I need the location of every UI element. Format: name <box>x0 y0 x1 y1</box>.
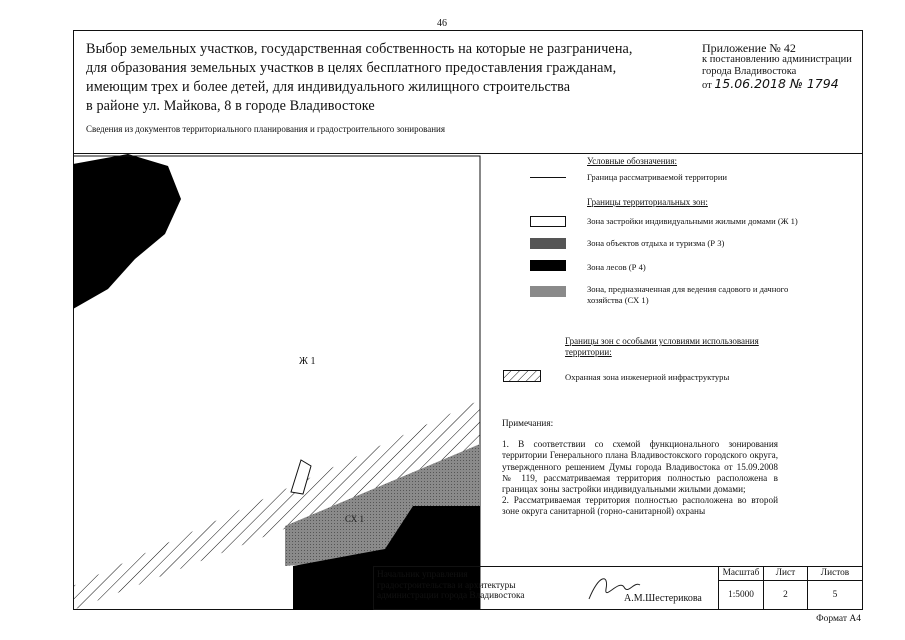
stamp-sheet: 2 <box>764 581 808 609</box>
signature-mark <box>584 569 644 607</box>
appendix-block <box>702 42 852 92</box>
legend-item-zh1: Зона застройки индивидуальными жилыми домами (Ж 1) <box>587 216 798 226</box>
note-1: 1. В соответствии со схемой функционального зонирования территории Генерального плана Владивостокского городского округа, утвержденного решением Думы города Владивостока от 15.09.2008 № 119, рассматриваемая территория полностью расположена в границах зоны застройки индивидуальными жилыми домами; <box>502 439 778 495</box>
paper-format: Формат А4 <box>816 614 861 624</box>
appendix-line-3: города Владивостока <box>702 66 797 77</box>
boundary-line-swatch <box>530 177 566 178</box>
zone-label-zh1: Ж 1 <box>299 356 316 367</box>
stamp-col-scale: Масштаб <box>719 567 764 581</box>
swatch-r3 <box>530 238 566 249</box>
swatch-r4 <box>530 260 566 271</box>
swatch-zh1 <box>530 216 566 227</box>
legend-title: Условные обозначения: <box>587 156 678 166</box>
legend-item-cx1-line2: хозяйства (СХ 1) <box>587 295 649 305</box>
document-title <box>86 40 692 116</box>
stamp-col-sheets: Листов <box>808 567 862 581</box>
legend-special-title-line2: территории: <box>565 347 612 357</box>
notes-block <box>502 418 778 518</box>
appendix-date <box>702 78 852 92</box>
stamp-signatory: А.М.Шестерикова <box>624 593 702 604</box>
appendix-number: Приложение № 42 <box>702 41 796 55</box>
legend-item-r4: Зона лесов (Р 4) <box>587 262 646 272</box>
zone-label-cx1: СХ 1 <box>345 514 365 524</box>
swatch-protection-zone <box>503 370 541 382</box>
title-line-1: Выбор земельных участков, государственная собственность на которые не разграничена, <box>86 41 633 57</box>
forest-zone-shape <box>73 154 181 309</box>
appendix-line-2: к постановлению администрации <box>702 54 852 65</box>
title-line-2: для образования земельных участков в целях бесплатного предоставления гражданам, <box>86 60 617 76</box>
subheading: Сведения из документов территориального планирования и градостроительного зонирования <box>86 124 445 134</box>
appendix-date-prefix: от <box>702 80 712 91</box>
legend-item-r3: Зона объектов отдыха и туризма (Р 3) <box>587 238 725 248</box>
notes-title: Примечания: <box>502 418 554 428</box>
title-line-3: имеющим трех и более детей, для индивидуального жилищного строительства <box>86 79 571 95</box>
stamp-position-line2: градостроительства и архитектуры <box>377 580 516 591</box>
legend-boundary-label: Граница рассматриваемой территории <box>587 172 728 182</box>
legend-special-title-line1: Границы зон с особыми условиями использования <box>565 336 759 346</box>
legend-item-cx1 <box>587 284 788 306</box>
stamp-position-line1: Начальник управления <box>377 570 468 580</box>
legend-item-cx1-line1: Зона, предназначенная для ведения садового и дачного <box>587 284 789 294</box>
title-block <box>373 566 863 610</box>
swatch-cx1 <box>530 286 566 297</box>
stamp-scale: 1:5000 <box>719 581 764 609</box>
stamp-col-sheet: Лист <box>764 567 808 581</box>
zoning-map <box>73 154 489 610</box>
page-number: 46 <box>437 18 447 29</box>
note-2: 2. Рассматриваемая территория полностью расположена во второй зоне округа санитарной (горно-санитарной) охраны <box>502 495 778 517</box>
stamp-position-line3: администрации города Владивостока <box>377 591 525 601</box>
title-line-4: в районе ул. Майкова, 8 в городе Владивостоке <box>86 98 375 114</box>
legend-zones-title: Границы территориальных зон: <box>587 197 708 207</box>
stamp-sheets: 5 <box>832 590 838 600</box>
legend-protection-zone: Охранная зона инженерной инфраструктуры <box>565 372 730 382</box>
appendix-date-handwritten: 15.06.2018 № 1794 <box>714 76 839 91</box>
legend-special-title <box>565 336 759 358</box>
